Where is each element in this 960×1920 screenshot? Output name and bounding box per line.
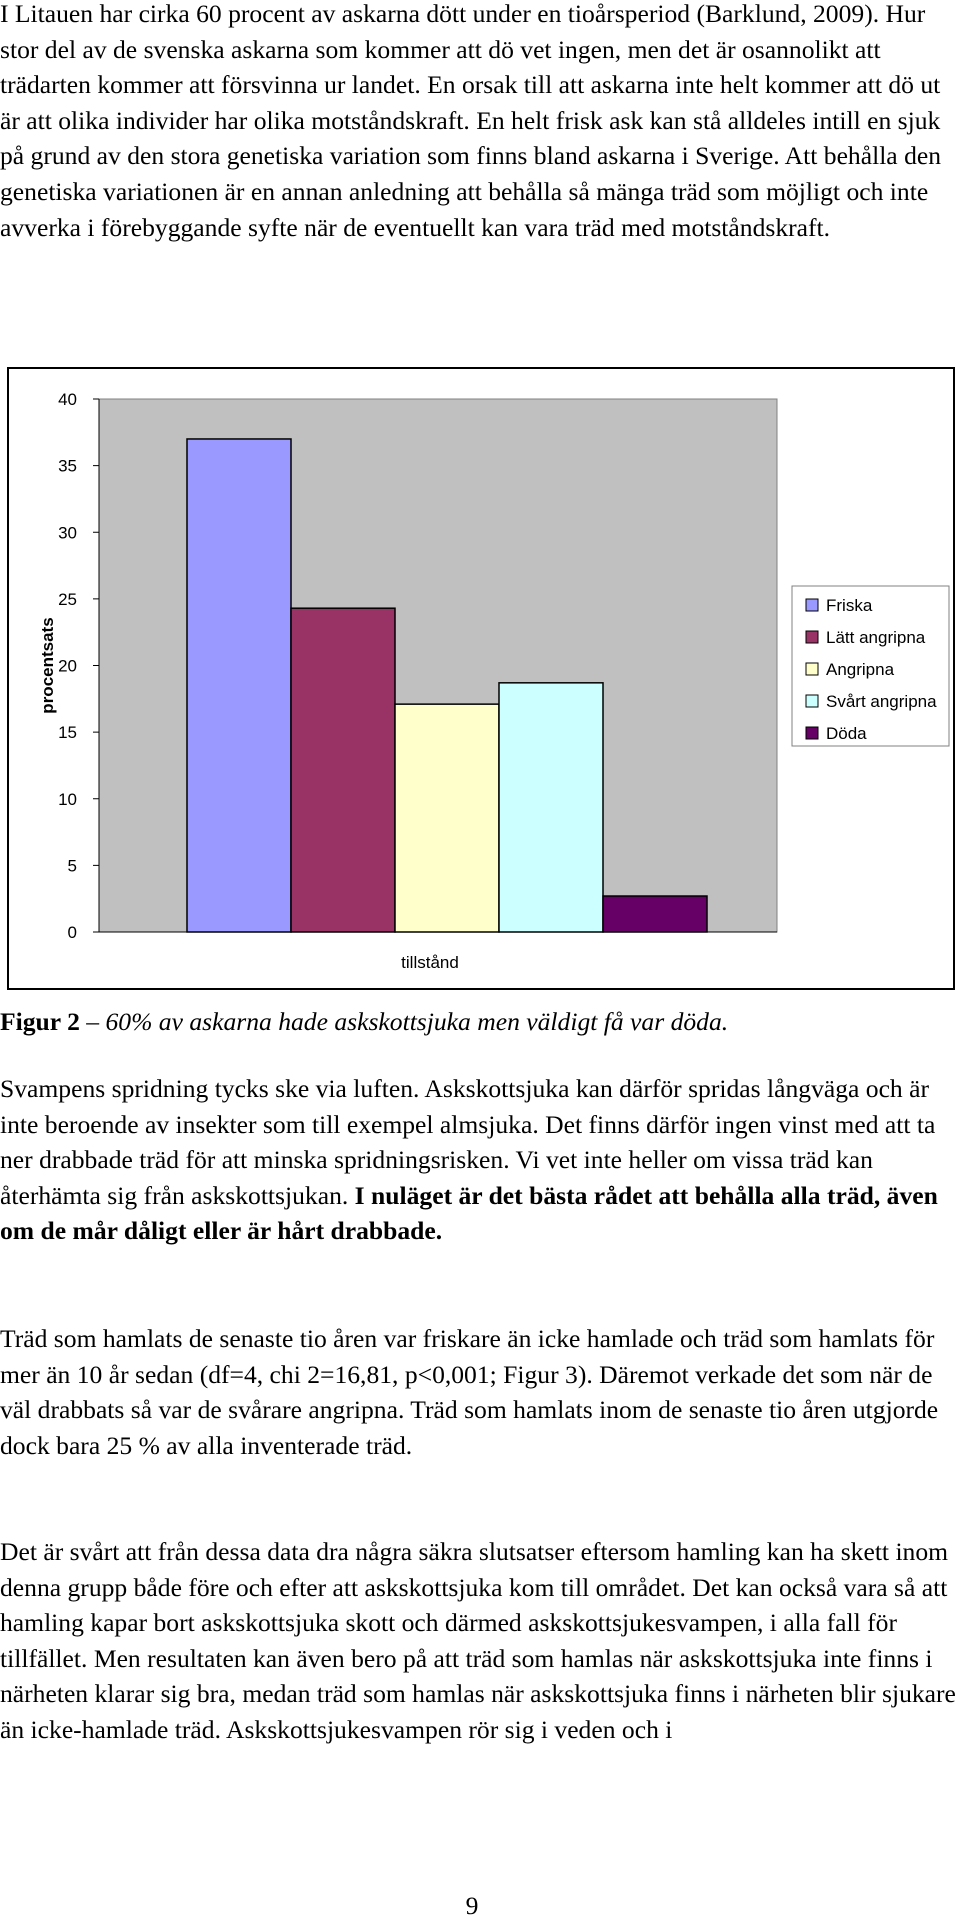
bar-4 [499,683,603,932]
legend-swatch [806,695,818,707]
bar-2 [291,608,395,932]
y-tick-label: 15 [58,723,77,743]
bar-3 [395,704,499,932]
legend-label: Friska [826,596,873,615]
y-axis-label: procentsats [38,617,57,714]
legend-swatch [806,631,818,643]
y-tick-label: 5 [67,856,77,876]
y-tick-label: 0 [67,923,77,942]
legend-label: Lätt angripna [826,628,926,647]
y-tick-label: 25 [58,589,77,609]
paragraph-conclusions: Det är svårt att från dessa data dra några säkra slutsatser eftersom hamling kan ha skett inom denna grupp både före och efter att askskottsjuka kom till området. Det kan också vara så att hamling kapar bort askskottsjuka skott och därmed askskottsjukesvampen, i alla fall för tillfället. Men resultaten kan även bero på att träd som hamlas när askskottsjuka inte finns i närheten klarar sig bra, medan träd som hamlas när askskottsjuka finns i närheten blir sjukare än icke-hamlade träd. Askskottsjukesvampen rör sig i veden och i [0,1537,956,1744]
legend-swatch [806,599,818,611]
bar-5 [603,896,707,932]
figure-caption [0,1006,728,1038]
page-number: 9 [465,1891,479,1920]
y-tick-label: 40 [58,390,77,409]
paragraph-spread [0,1071,958,1249]
bar-1 [187,439,291,932]
figure-2-chart [7,367,955,990]
y-tick-label: 35 [58,456,77,476]
paragraph-pollarding: Träd som hamlats de senaste tio åren var friskare än icke hamlade och träd som hamlats för mer än 10 år sedan (df=4, chi 2=16,81, p<0,001; Figur 3). Däremot verkade det som när de väl drabbats så var de svårare angripna. Träd som hamlats inom de senaste tio åren utgjorde dock bara 25 % av alla inventerade träd. [0,1324,939,1460]
x-axis-label: tillstånd [401,953,459,972]
figure-caption-text: – 60% av askarna hade askskottsjuka men väldigt få var döda. [79,1007,729,1036]
figure-label: Figur 2 [0,1007,80,1036]
y-tick-label: 30 [58,523,77,543]
y-tick-label: 20 [58,656,77,676]
y-tick-label: 10 [58,789,77,809]
legend-label: Svårt angripna [826,692,937,711]
paragraph-intro: I Litauen har cirka 60 procent av askarna dött under en tioårsperiod (Barklund, 2009). Hur stor del av de svenska askarna som kommer att dö vet ingen, men det är osannolikt att trädarten kommer att försvinna ur landet. En orsak till att askarna inte helt kommer att dö ut är att olika individer har olika motståndskraft. En helt frisk ask kan stå alldeles intill en sjuk på grund av den stora genetiska variation som finns bland askarna i Sverige. Att behålla den genetiska variationen är en annan anledning att behålla så mänga träd som möjligt och inte avverka i förebyggande syfte när de eventuellt kan vara träd med motståndskraft. [0,0,942,242]
legend-swatch [806,727,818,739]
bar-chart [9,369,953,988]
paragraph-spread-advice: I nuläget är det bästa rådet att behålla alla träd, även om de mår dåligt eller är hårt drabbade. [0,1180,938,1246]
legend-label: Angripna [826,660,895,679]
paragraph-spread-text: Svampens spridning tycks ske via luften. Askskottsjuka kan därför spridas långväga och är inte beroende av insekter som till exempel almsjuka. Det finns därför ingen vinst med att ta ner drabbade träd för att minska spridningsrisken. Vi vet inte heller om vissa träd kan återhämta sig från askskottsjukan. [0,1074,936,1210]
legend-swatch [806,663,818,675]
legend-label: Döda [826,724,867,743]
